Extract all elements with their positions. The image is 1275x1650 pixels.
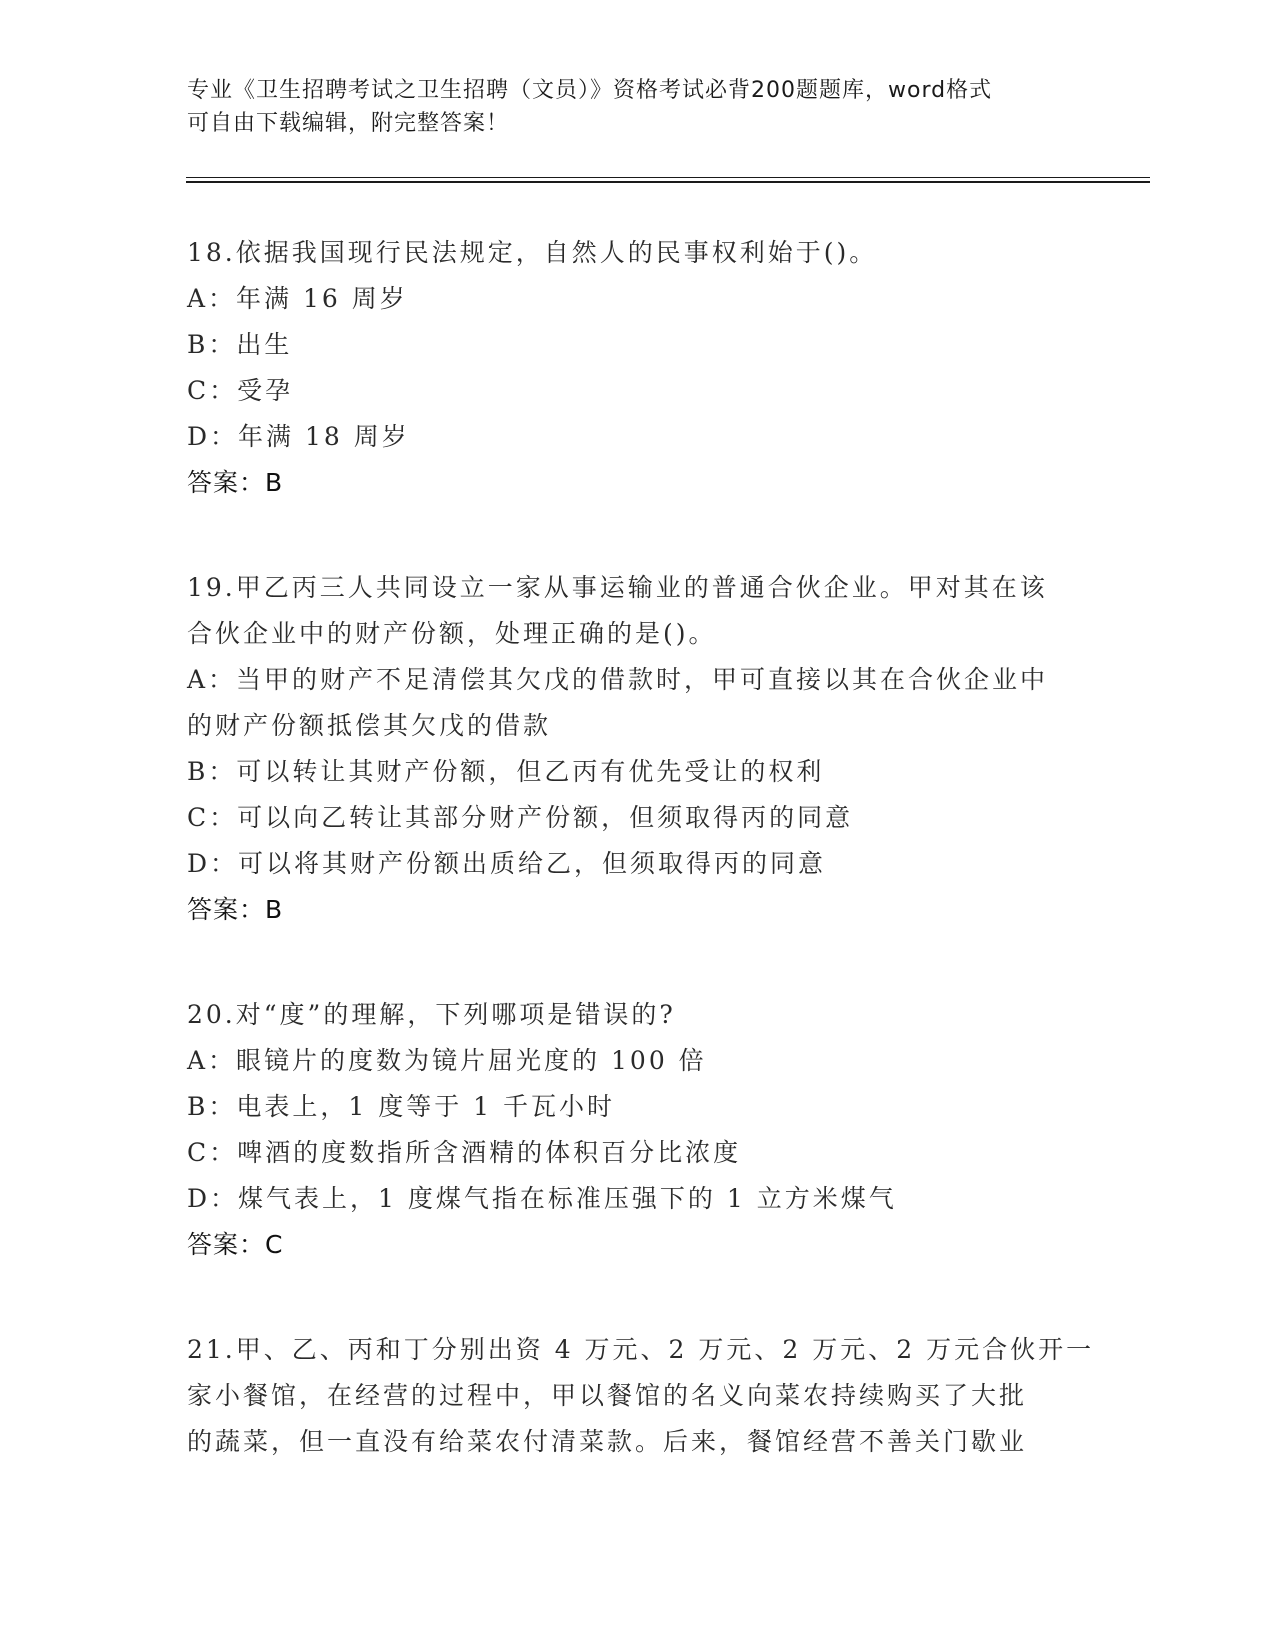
question-text: 合伙企业中的财产份额，处理正确的是()。 bbox=[187, 619, 717, 648]
question-block bbox=[187, 1327, 1095, 1465]
answer-text: 答案：B bbox=[187, 468, 284, 497]
option-c: C：啤酒的度数指所含酒精的体积百分比浓度 bbox=[187, 1138, 742, 1167]
option-b: B：电表上，1 度等于 1 千瓦小时 bbox=[187, 1092, 616, 1121]
question-block bbox=[187, 230, 1087, 506]
question-list bbox=[187, 230, 1095, 1465]
question-text: 的蔬菜，但一直没有给菜农付清菜款。后来，餐馆经营不善关门歇业 bbox=[187, 1427, 1028, 1456]
header-line: 可自由下载编辑，附完整答案！ bbox=[187, 111, 510, 136]
header-rule-thick bbox=[186, 181, 1150, 183]
option-d: D：煤气表上，1 度煤气指在标准压强下的 1 立方米煤气 bbox=[187, 1184, 897, 1213]
option-c: C：可以向乙转让其部分财产份额，但须取得丙的同意 bbox=[187, 803, 854, 832]
option-a: A：当甲的财产不足清偿其欠戊的借款时，甲可直接以其在合伙企业中 bbox=[187, 665, 1049, 694]
option-a: A：年满 16 周岁 bbox=[187, 284, 408, 313]
question-block bbox=[187, 992, 1087, 1268]
answer-text: 答案：B bbox=[187, 895, 284, 924]
question-text: 18.依据我国现行民法规定，自然人的民事权利始于()。 bbox=[187, 238, 878, 267]
question-text: 家小餐馆，在经营的过程中，甲以餐馆的名义向菜农持续购买了大批 bbox=[187, 1381, 1028, 1410]
question-block bbox=[187, 565, 1087, 933]
option-a: A：眼镜片的度数为镜片屈光度的 100 倍 bbox=[187, 1046, 707, 1075]
option-d: D：可以将其财产份额出质给乙，但须取得丙的同意 bbox=[187, 849, 827, 878]
answer-text: 答案：C bbox=[187, 1230, 284, 1259]
question-text: 20.对“度”的理解，下列哪项是错误的? bbox=[187, 1000, 676, 1029]
document-header bbox=[187, 74, 1087, 140]
option-c: C：受孕 bbox=[187, 376, 294, 405]
question-text: 19.甲乙丙三人共同设立一家从事运输业的普通合伙企业。甲对其在该 bbox=[187, 573, 1048, 602]
option-a-continued: 的财产份额抵偿其欠戊的借款 bbox=[187, 711, 552, 740]
option-b: B：可以转让其财产份额，但乙丙有优先受让的权利 bbox=[187, 757, 825, 786]
header-line: 专业《卫生招聘考试之卫生招聘（文员）》资格考试必背200题题库，word格式 bbox=[187, 78, 993, 103]
option-b: B：出生 bbox=[187, 330, 293, 359]
header-rule-thin bbox=[186, 177, 1150, 178]
option-d: D：年满 18 周岁 bbox=[187, 422, 410, 451]
question-text: 21.甲、乙、丙和丁分别出资 4 万元、2 万元、2 万元、2 万元合伙开一 bbox=[187, 1335, 1095, 1364]
